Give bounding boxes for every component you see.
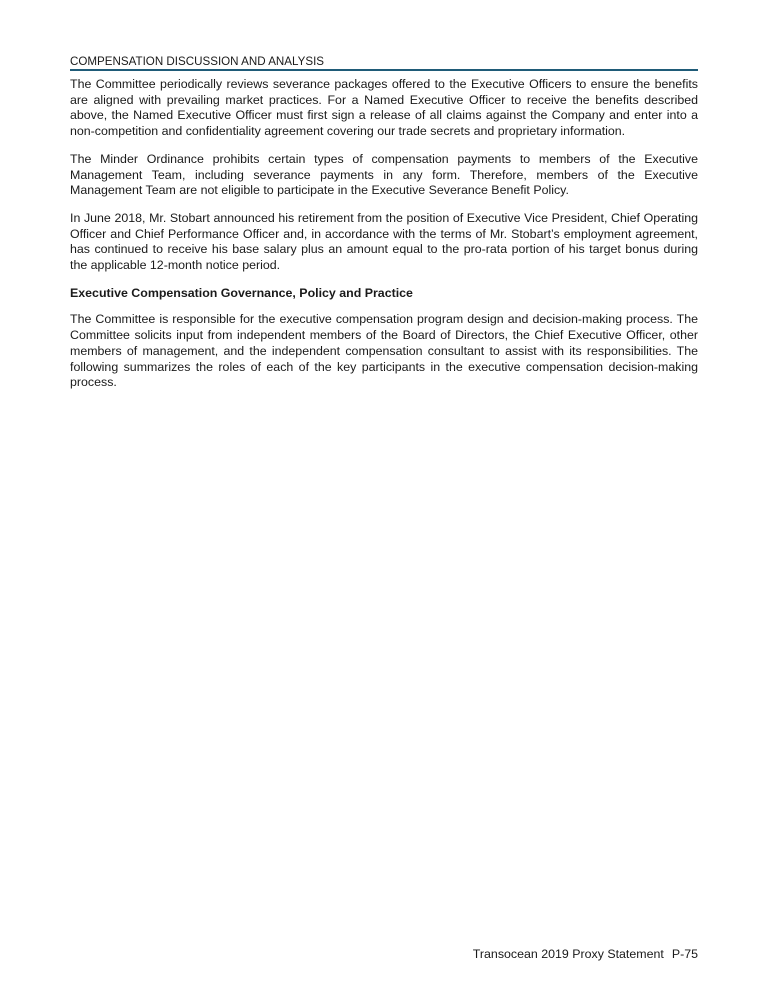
section-heading: Executive Compensation Governance, Policy and Practice <box>70 285 413 300</box>
paragraph-minder-ordinance: The Minder Ordinance prohibits certain types of compensation payments to members of the Executive Management Team, including severance payments in any form. Therefore, members of the Executive Management Team are not eligible to participate in the Executive Severance Benefit Policy. <box>70 151 698 198</box>
header-rule <box>70 69 698 71</box>
page-number: P-75 <box>671 947 698 961</box>
paragraph-stobart-retirement: In June 2018, Mr. Stobart announced his retirement from the position of Executive Vice President, Chief Operating Officer and Chief Performance Officer and, in accordance with the terms of Mr. Stobart’s employment agreement, has continued to receive his base salary plus an amount equal to the pro-rata portion of his target bonus during the applicable 12-month notice period. <box>70 210 698 273</box>
page-footer <box>473 947 698 962</box>
paragraph-severance-review: The Committee periodically reviews severance packages offered to the Executive Officers to ensure the benefits are aligned with prevailing market practices. For a Named Executive Officer to receive the benefits described above, the Named Executive Officer must first sign a release of all claims against the Company and enter into a non-competition and confidentiality agreement covering our trade secrets and proprietary information. <box>70 77 698 139</box>
footer-document-title: Transocean 2019 Proxy Statement <box>472 947 664 961</box>
section-header: COMPENSATION DISCUSSION AND ANALYSIS <box>70 55 325 68</box>
page-content <box>70 77 698 403</box>
paragraph-committee-responsibility: The Committee is responsible for the executive compensation program design and decision-making process. The Committee solicits input from independent members of the Board of Directors, the Chief Executive Officer, other members of management, and the independent compensation consultant to assist with its responsibilities. The following summarizes the roles of each of the key participants in the executive compensation decision-making process. <box>70 312 698 390</box>
